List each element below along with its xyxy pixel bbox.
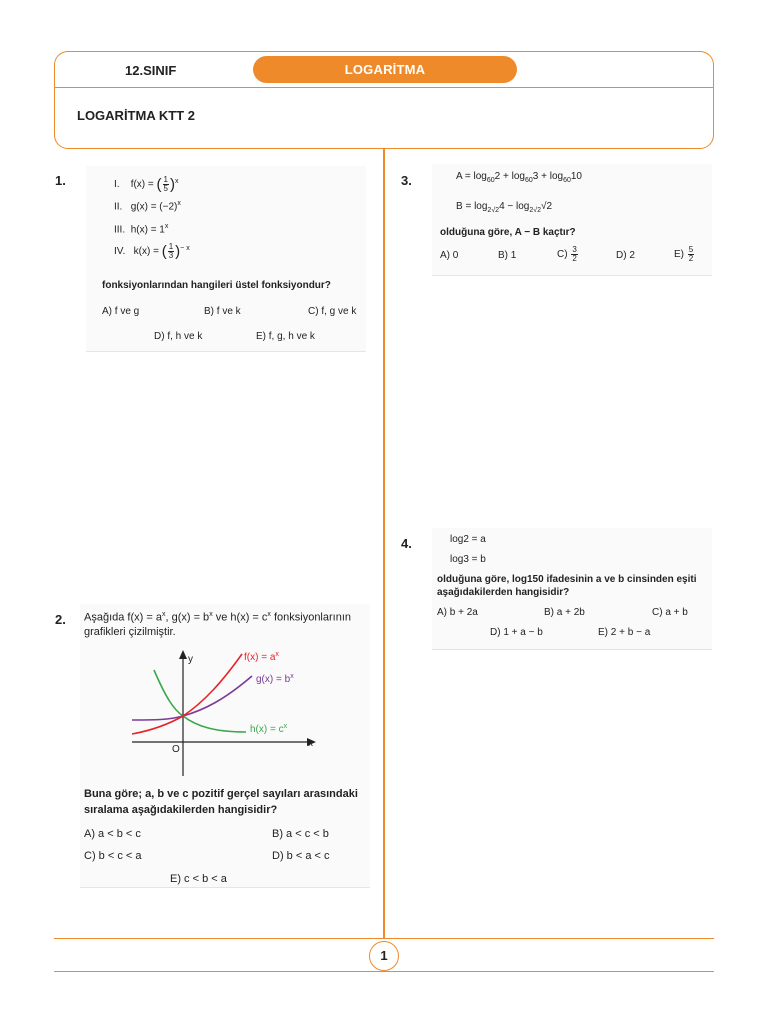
question-4-panel <box>432 528 712 650</box>
topic-badge: LOGARİTMA <box>253 56 517 83</box>
q1-option-e[interactable]: E) f, g, h ve k <box>256 331 315 342</box>
q4-option-e[interactable]: E) 2 + b − a <box>598 627 651 638</box>
q2-prompt-line2: sıralama aşağıdakilerden hangisidir? <box>84 804 278 816</box>
q1-item-1: I. f(x) = ( $\frac{1}{5}$ )$^x$ <box>114 175 179 193</box>
question-4-number: 4. <box>401 536 412 551</box>
column-divider <box>383 148 385 938</box>
g-curve <box>132 676 252 720</box>
q1-option-b[interactable]: B) f ve k <box>204 306 241 317</box>
q3-option-e[interactable]: E) $\frac{5}{2}$ <box>674 245 694 263</box>
question-2-number: 2. <box>55 612 66 627</box>
question-3-panel <box>432 164 712 276</box>
question-1-panel <box>86 166 366 352</box>
q2-intro: Aşağıda $f(x) = a^x$, $g(x) = b^x$ ve $h(x) = c^x$ fonksiyonlarının <box>84 611 352 624</box>
question-3-number: 3. <box>401 173 412 188</box>
q3-option-c[interactable]: C) $\frac{3}{2}$ <box>557 245 577 263</box>
q2-intro-line2: grafikleri çizilmiştir. <box>84 626 176 638</box>
page-number: 1 <box>369 941 399 971</box>
q4-option-d[interactable]: D) 1 + a − b <box>490 627 543 638</box>
q1-option-d[interactable]: D) f, h ve k <box>154 331 203 342</box>
q3-option-b[interactable]: B) 1 <box>498 250 517 261</box>
grade-label: 12.SINIF <box>125 63 177 78</box>
question-1-number: 1. <box>55 173 66 188</box>
q1-item-2: II. $g(x) = (-2)^x$ <box>114 200 181 213</box>
q4-given-2: log3 = b <box>450 554 486 565</box>
q1-item-4: IV. k(x) = ( $\frac{1}{3}$ )$^{- x}$ <box>114 242 190 260</box>
q2-prompt-line1: Buna göre; a, b ve c pozitif gerçel sayıları arasındaki <box>84 788 358 800</box>
q1-option-c[interactable]: C) f, g ve k <box>308 306 357 317</box>
q3-option-a[interactable]: A) 0 <box>440 250 459 261</box>
f-label: $f(x) = a^x$ <box>244 651 279 663</box>
q4-prompt-line1: olduğuna göre, log150 ifadesinin a ve b cinsinden eşiti <box>437 574 697 585</box>
q4-option-b[interactable]: B) a + 2b <box>544 607 585 618</box>
exponential-graph <box>124 648 324 778</box>
q3-equation-a: $A = \log_{60}2 + \log_{60}3 + \log_{60}10$ <box>456 171 582 184</box>
q4-given-1: log2 = a <box>450 534 486 545</box>
footer-line-top <box>54 938 714 939</box>
q1-option-a[interactable]: A) f ve g <box>102 306 140 317</box>
q4-prompt-line2: aşağıdakilerden hangisidir? <box>437 587 570 598</box>
origin-label: O <box>172 744 180 755</box>
q3-prompt: olduğuna göre, A − B kaçtır? <box>440 227 576 238</box>
q2-option-c[interactable]: C) b < c < a <box>84 850 142 862</box>
sheet-title: LOGARİTMA KTT 2 <box>77 108 195 123</box>
header-divider <box>55 87 713 88</box>
f-curve <box>132 654 242 734</box>
q3-option-d[interactable]: D) 2 <box>616 250 635 261</box>
q4-option-c[interactable]: C) a + b <box>652 607 688 618</box>
y-axis-label: y <box>188 654 193 665</box>
q2-option-e[interactable]: E) c < b < a <box>170 873 227 885</box>
q1-prompt: fonksiyonlarından hangileri üstel fonksiyondur? <box>102 280 331 291</box>
x-axis-label: x <box>308 738 313 749</box>
q2-option-d[interactable]: D) b < a < c <box>272 850 330 862</box>
g-label: $g(x) = b^x$ <box>256 673 294 685</box>
footer-line-bottom <box>54 971 714 972</box>
h-label: $h(x) = c^x$ <box>250 723 288 735</box>
q2-option-b[interactable]: B) a < c < b <box>272 828 329 840</box>
q4-option-a[interactable]: A) b + 2a <box>437 607 478 618</box>
q3-equation-b: $B = \log_{2√2}4 - \log_{2√2}√2$ <box>456 201 553 214</box>
y-axis-arrow <box>179 650 187 659</box>
q2-option-a[interactable]: A) a < b < c <box>84 828 141 840</box>
header-box <box>54 51 714 149</box>
q1-item-3: III. $h(x) = 1^x$ <box>114 223 169 236</box>
